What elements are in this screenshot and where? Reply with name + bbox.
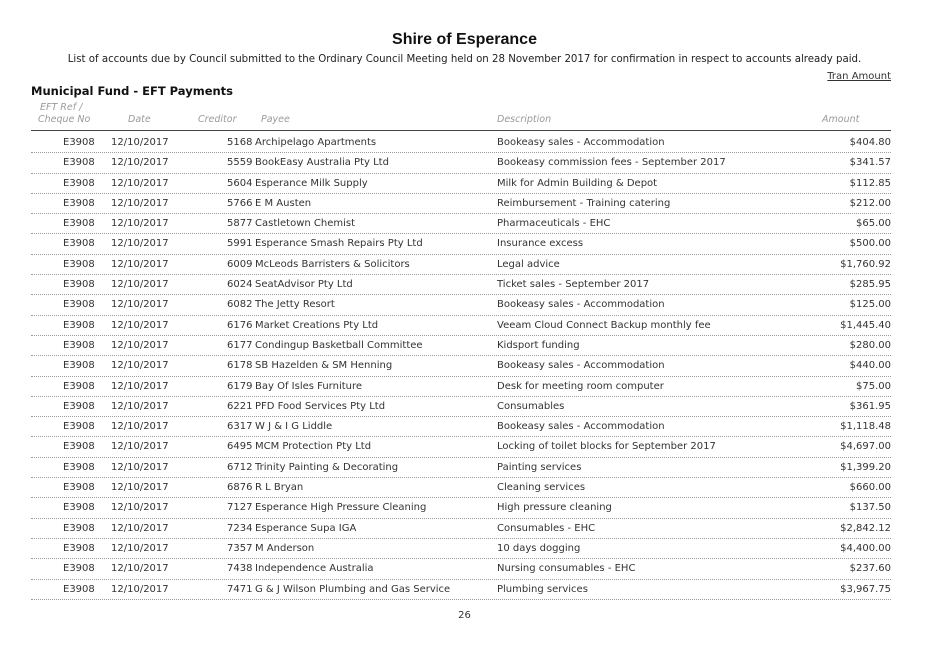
cell-amount: $2,842.12 bbox=[840, 522, 891, 534]
cell-amount: $3,967.75 bbox=[840, 583, 891, 595]
cell-description: Plumbing services bbox=[497, 583, 588, 595]
cell-creditor: 6177 bbox=[227, 339, 253, 351]
column-header-creditor: Creditor bbox=[198, 114, 237, 125]
page-number: 26 bbox=[458, 610, 471, 621]
cell-date: 12/10/2017 bbox=[111, 197, 169, 209]
cell-eft-ref: E3908 bbox=[63, 197, 95, 209]
cell-payee: Market Creations Pty Ltd bbox=[255, 319, 379, 331]
cell-date: 12/10/2017 bbox=[111, 583, 169, 595]
table-row bbox=[31, 255, 891, 275]
cell-date: 12/10/2017 bbox=[111, 319, 169, 331]
cell-creditor: 7438 bbox=[227, 563, 253, 575]
payments-table bbox=[31, 133, 891, 600]
cell-date: 12/10/2017 bbox=[111, 258, 169, 270]
table-row bbox=[31, 458, 891, 478]
tran-amount-label: Tran Amount bbox=[827, 71, 891, 82]
cell-creditor: 6221 bbox=[227, 400, 253, 412]
table-row bbox=[31, 377, 891, 397]
cell-eft-ref: E3908 bbox=[63, 339, 95, 351]
table-row bbox=[31, 539, 891, 559]
cell-eft-ref: E3908 bbox=[63, 137, 95, 148]
column-header-payee: Payee bbox=[261, 114, 290, 125]
cell-date: 12/10/2017 bbox=[111, 299, 169, 311]
cell-creditor: 6876 bbox=[227, 482, 253, 494]
cell-eft-ref: E3908 bbox=[63, 502, 95, 514]
cell-date: 12/10/2017 bbox=[111, 360, 169, 372]
cell-description: Painting services bbox=[497, 461, 582, 473]
cell-date: 12/10/2017 bbox=[111, 339, 169, 351]
cell-amount: $75.00 bbox=[856, 380, 891, 392]
document-subtitle: List of accounts due by Council submitted to the Ordinary Council Meeting held on 28 November 2017 for confirmation in respect to accounts already paid. bbox=[67, 54, 862, 65]
column-header-amount: Amount bbox=[822, 114, 860, 125]
cell-description: Bookeasy sales - Accommodation bbox=[497, 360, 665, 372]
cell-payee: Esperance Milk Supply bbox=[255, 177, 368, 189]
cell-creditor: 7471 bbox=[227, 583, 253, 595]
cell-creditor: 6712 bbox=[227, 461, 253, 473]
table-row bbox=[31, 295, 891, 315]
cell-description: Bookeasy sales - Accommodation bbox=[497, 299, 665, 311]
table-row bbox=[31, 356, 891, 376]
cell-amount: $361.95 bbox=[849, 400, 891, 412]
section-title: Municipal Fund - EFT Payments bbox=[31, 84, 234, 98]
cell-creditor: 6495 bbox=[227, 441, 253, 453]
cell-description: Milk for Admin Building & Depot bbox=[497, 177, 658, 189]
column-header-ref-line1: EFT Ref / bbox=[40, 102, 83, 113]
cell-creditor: 7357 bbox=[227, 542, 253, 554]
cell-payee: Esperance Smash Repairs Pty Ltd bbox=[255, 238, 423, 250]
cell-amount: $4,697.00 bbox=[840, 441, 891, 453]
cell-date: 12/10/2017 bbox=[111, 421, 169, 433]
cell-payee: Esperance Supa IGA bbox=[255, 522, 357, 534]
cell-date: 12/10/2017 bbox=[111, 279, 169, 291]
cell-date: 12/10/2017 bbox=[111, 380, 169, 392]
cell-amount: $660.00 bbox=[849, 482, 891, 494]
table-row bbox=[31, 559, 891, 579]
cell-amount: $440.00 bbox=[849, 360, 891, 372]
cell-date: 12/10/2017 bbox=[111, 137, 169, 148]
column-header-ref-line2: Cheque No bbox=[38, 114, 91, 125]
document-title: Shire of Esperance bbox=[392, 31, 537, 48]
cell-payee: E M Austen bbox=[255, 197, 312, 209]
cell-payee: R L Bryan bbox=[255, 482, 304, 494]
table-row bbox=[31, 519, 891, 539]
cell-description: Ticket sales - September 2017 bbox=[497, 279, 650, 291]
cell-amount: $1,399.20 bbox=[840, 461, 891, 473]
cell-amount: $1,445.40 bbox=[840, 319, 891, 331]
table-row bbox=[31, 234, 891, 254]
cell-eft-ref: E3908 bbox=[63, 522, 95, 534]
cell-eft-ref: E3908 bbox=[63, 482, 95, 494]
cell-creditor: 6176 bbox=[227, 319, 253, 331]
table-row bbox=[31, 417, 891, 437]
cell-date: 12/10/2017 bbox=[111, 238, 169, 250]
cell-eft-ref: E3908 bbox=[63, 542, 95, 554]
cell-amount: $404.80 bbox=[849, 137, 891, 148]
cell-creditor: 6082 bbox=[227, 299, 253, 311]
cell-amount: $341.57 bbox=[849, 157, 891, 169]
table-row bbox=[31, 133, 891, 153]
cell-eft-ref: E3908 bbox=[63, 279, 95, 291]
cell-amount: $4,400.00 bbox=[840, 542, 891, 554]
table-row bbox=[31, 437, 891, 457]
header-rule bbox=[31, 130, 891, 131]
table-row bbox=[31, 397, 891, 417]
cell-amount: $125.00 bbox=[849, 299, 891, 311]
table-row bbox=[31, 316, 891, 336]
cell-payee: The Jetty Resort bbox=[255, 299, 335, 311]
cell-date: 12/10/2017 bbox=[111, 441, 169, 453]
cell-eft-ref: E3908 bbox=[63, 258, 95, 270]
cell-date: 12/10/2017 bbox=[111, 522, 169, 534]
cell-amount: $137.50 bbox=[849, 502, 891, 514]
cell-creditor: 6009 bbox=[227, 258, 253, 270]
cell-description: High pressure cleaning bbox=[497, 502, 612, 514]
table-row bbox=[31, 580, 891, 600]
table-row bbox=[31, 478, 891, 498]
cell-creditor: 5877 bbox=[227, 218, 253, 230]
cell-amount: $212.00 bbox=[849, 197, 891, 209]
cell-creditor: 6317 bbox=[227, 421, 253, 433]
cell-eft-ref: E3908 bbox=[63, 380, 95, 392]
cell-description: Reimbursement - Training catering bbox=[497, 197, 671, 209]
cell-description: Bookeasy sales - Accommodation bbox=[497, 137, 665, 148]
cell-eft-ref: E3908 bbox=[63, 461, 95, 473]
cell-description: Consumables bbox=[497, 400, 565, 412]
table-row bbox=[31, 498, 891, 518]
cell-description: Bookeasy sales - Accommodation bbox=[497, 421, 665, 433]
cell-date: 12/10/2017 bbox=[111, 461, 169, 473]
cell-payee: G & J Wilson Plumbing and Gas Service bbox=[255, 583, 451, 595]
cell-eft-ref: E3908 bbox=[63, 441, 95, 453]
cell-amount: $285.95 bbox=[849, 279, 891, 291]
column-header-date: Date bbox=[128, 114, 151, 125]
cell-payee: Castletown Chemist bbox=[255, 218, 356, 230]
cell-payee: MCM Protection Pty Ltd bbox=[255, 441, 372, 453]
table-row bbox=[31, 174, 891, 194]
cell-date: 12/10/2017 bbox=[111, 157, 169, 169]
cell-payee: McLeods Barristers & Solicitors bbox=[255, 258, 410, 270]
cell-description: Nursing consumables - EHC bbox=[497, 563, 636, 575]
cell-date: 12/10/2017 bbox=[111, 563, 169, 575]
table-row bbox=[31, 153, 891, 173]
column-header-description: Description bbox=[497, 114, 552, 125]
cell-eft-ref: E3908 bbox=[63, 218, 95, 230]
cell-payee: Independence Australia bbox=[255, 563, 374, 575]
cell-description: Cleaning services bbox=[497, 482, 586, 494]
cell-eft-ref: E3908 bbox=[63, 299, 95, 311]
cell-creditor: 5559 bbox=[227, 157, 253, 169]
cell-creditor: 7234 bbox=[227, 522, 253, 534]
table-row bbox=[31, 336, 891, 356]
cell-description: Desk for meeting room computer bbox=[497, 380, 664, 392]
cell-description: 10 days dogging bbox=[497, 542, 581, 554]
cell-description: Pharmaceuticals - EHC bbox=[497, 218, 611, 230]
cell-creditor: 6178 bbox=[227, 360, 253, 372]
cell-payee: W J & I G Liddle bbox=[255, 421, 333, 433]
cell-date: 12/10/2017 bbox=[111, 400, 169, 412]
cell-creditor: 5766 bbox=[227, 197, 253, 209]
cell-payee: Trinity Painting & Decorating bbox=[255, 461, 399, 473]
cell-date: 12/10/2017 bbox=[111, 542, 169, 554]
cell-eft-ref: E3908 bbox=[63, 421, 95, 433]
cell-amount: $237.60 bbox=[849, 563, 891, 575]
cell-payee: SeatAdvisor Pty Ltd bbox=[255, 279, 353, 291]
cell-date: 12/10/2017 bbox=[111, 218, 169, 230]
cell-description: Locking of toilet blocks for September 2017 bbox=[497, 441, 716, 453]
cell-amount: $65.00 bbox=[856, 218, 891, 230]
cell-eft-ref: E3908 bbox=[63, 400, 95, 412]
cell-payee: Condingup Basketball Committee bbox=[255, 339, 423, 351]
cell-payee: BookEasy Australia Pty Ltd bbox=[255, 157, 389, 169]
table-row bbox=[31, 275, 891, 295]
cell-description: Legal advice bbox=[497, 258, 560, 270]
cell-amount: $280.00 bbox=[849, 339, 891, 351]
cell-creditor: 5604 bbox=[227, 177, 253, 189]
cell-payee: Bay Of Isles Furniture bbox=[255, 380, 363, 392]
cell-date: 12/10/2017 bbox=[111, 502, 169, 514]
cell-eft-ref: E3908 bbox=[63, 319, 95, 331]
cell-amount: $1,760.92 bbox=[840, 258, 891, 270]
cell-eft-ref: E3908 bbox=[63, 157, 95, 169]
cell-creditor: 5168 bbox=[227, 137, 253, 148]
cell-date: 12/10/2017 bbox=[111, 482, 169, 494]
cell-payee: PFD Food Services Pty Ltd bbox=[255, 400, 386, 412]
cell-creditor: 5991 bbox=[227, 238, 253, 250]
cell-eft-ref: E3908 bbox=[63, 563, 95, 575]
cell-amount: $112.85 bbox=[849, 177, 891, 189]
cell-payee: Esperance High Pressure Cleaning bbox=[255, 502, 427, 514]
cell-description: Consumables - EHC bbox=[497, 522, 596, 534]
cell-payee: SB Hazelden & SM Henning bbox=[255, 360, 393, 372]
cell-payee: Archipelago Apartments bbox=[255, 137, 377, 148]
cell-description: Veeam Cloud Connect Backup monthly fee bbox=[497, 319, 711, 331]
table-row bbox=[31, 214, 891, 234]
cell-creditor: 6179 bbox=[227, 380, 253, 392]
cell-date: 12/10/2017 bbox=[111, 177, 169, 189]
table-row bbox=[31, 194, 891, 214]
cell-eft-ref: E3908 bbox=[63, 583, 95, 595]
cell-amount: $1,118.48 bbox=[840, 421, 891, 433]
cell-payee: M Anderson bbox=[255, 542, 315, 554]
cell-description: Insurance excess bbox=[497, 238, 584, 250]
cell-description: Bookeasy commission fees - September 2017 bbox=[497, 157, 726, 169]
cell-creditor: 7127 bbox=[227, 502, 253, 514]
cell-eft-ref: E3908 bbox=[63, 238, 95, 250]
cell-description: Kidsport funding bbox=[497, 339, 580, 351]
cell-amount: $500.00 bbox=[849, 238, 891, 250]
cell-eft-ref: E3908 bbox=[63, 177, 95, 189]
cell-creditor: 6024 bbox=[227, 279, 253, 291]
cell-eft-ref: E3908 bbox=[63, 360, 95, 372]
